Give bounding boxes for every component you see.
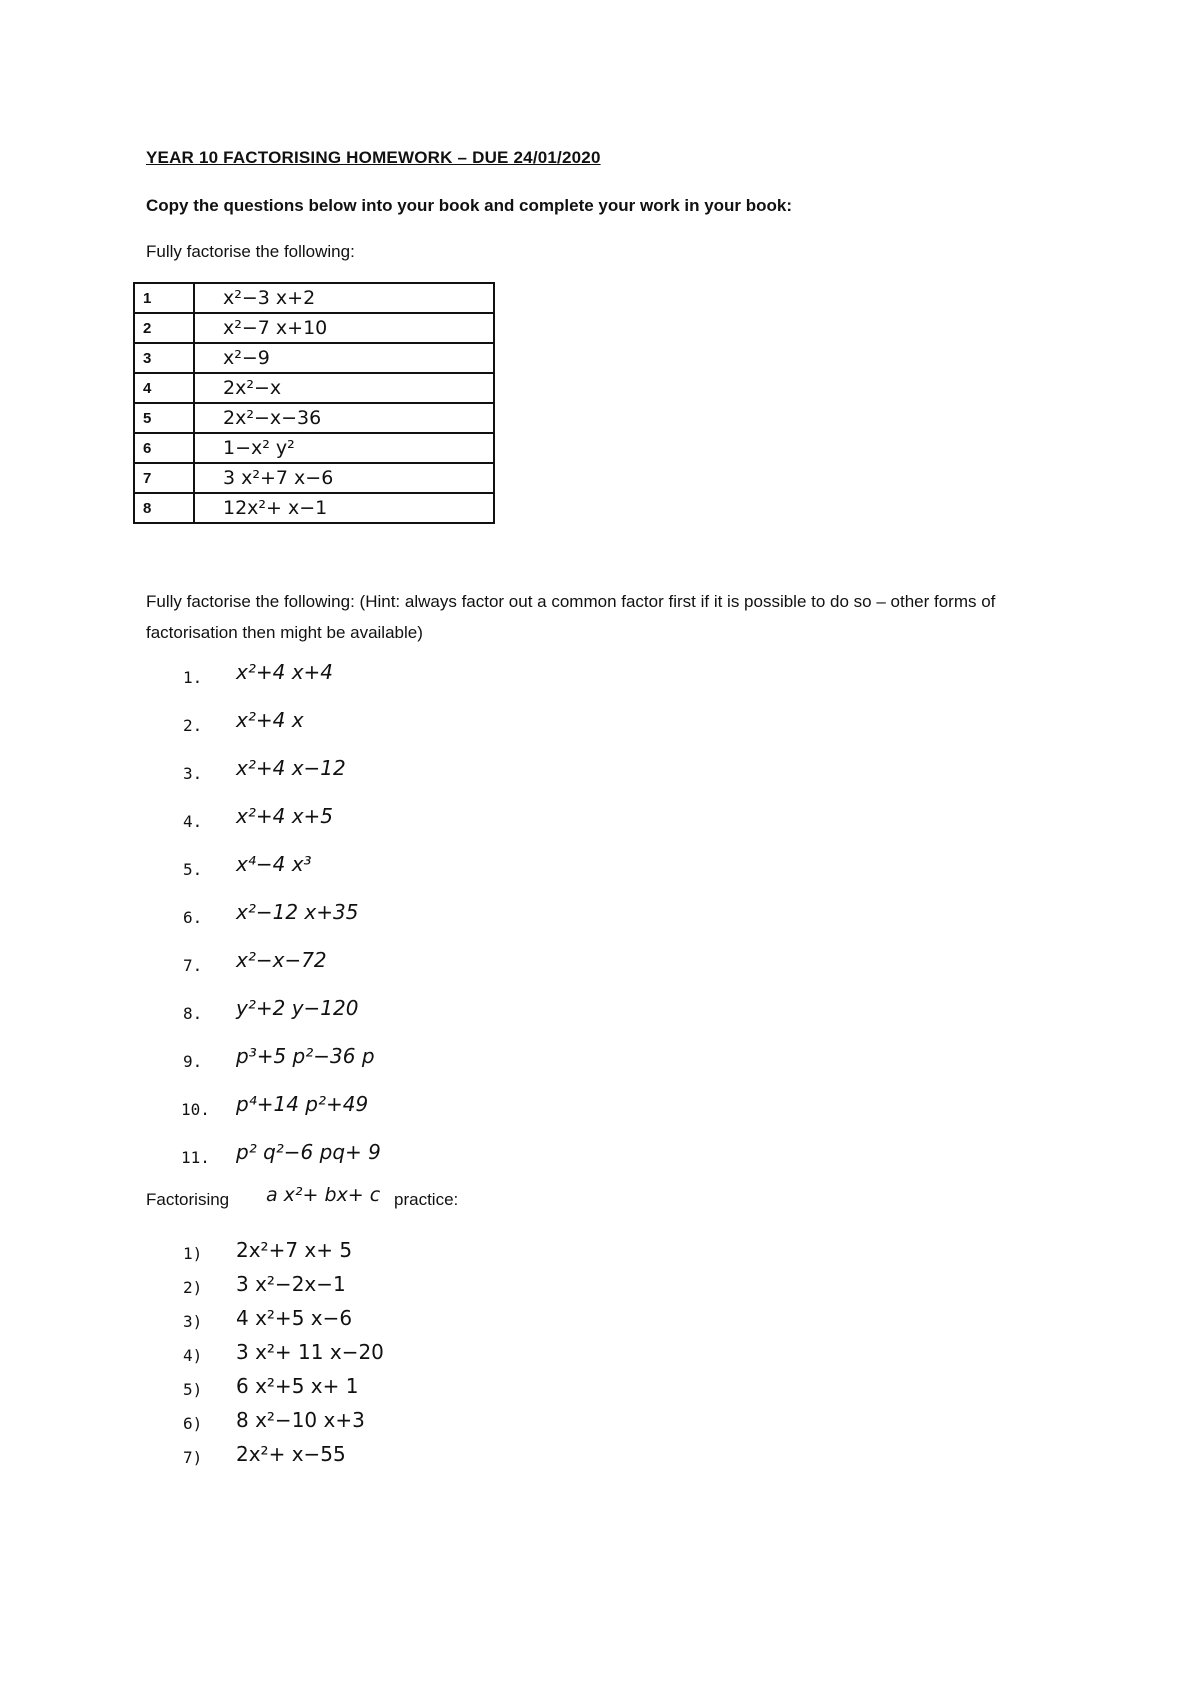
row-number: 7 [134, 463, 194, 493]
item-number: 10. [181, 1100, 210, 1119]
item-expression: p⁴+14 p²+49 [236, 1092, 369, 1116]
item-expression: 6 x²+5 x+ 1 [236, 1374, 359, 1398]
row-number: 2 [134, 313, 194, 343]
item-expression: 2x²+7 x+ 5 [236, 1238, 353, 1262]
row-expression: x²−9 [194, 343, 494, 373]
section1-title: Fully factorise the following: [146, 242, 355, 261]
row-expression: 12x²+ x−1 [194, 493, 494, 523]
table-row [134, 433, 494, 463]
item-expression: x⁴−4 x³ [236, 852, 312, 876]
item-expression: x²+4 x+5 [236, 804, 334, 828]
question-table [133, 282, 495, 524]
item-number: 7) [183, 1448, 203, 1467]
row-number: 1 [134, 283, 194, 313]
table-row [134, 403, 494, 433]
row-number: 4 [134, 373, 194, 403]
item-expression: x²+4 x [236, 708, 304, 732]
table-row [134, 283, 494, 313]
section3-title [146, 1184, 459, 1210]
item-expression: x²+4 x−12 [236, 756, 346, 780]
table-row [134, 313, 494, 343]
item-expression: y²+2 y−120 [236, 996, 359, 1020]
table-row [134, 343, 494, 373]
section3-suffix: practice: [394, 1190, 459, 1209]
section3-expression: a x²+ bx+ c [266, 1184, 381, 1206]
row-expression: x²−7 x+10 [194, 313, 494, 343]
item-number: 3. [183, 764, 203, 783]
item-expression: x²−12 x+35 [236, 900, 359, 924]
row-number: 6 [134, 433, 194, 463]
item-expression: p³+5 p²−36 p [236, 1044, 375, 1068]
item-number: 5) [183, 1380, 203, 1399]
item-expression: 4 x²+5 x−6 [236, 1306, 353, 1330]
row-expression: 2x²−x−36 [194, 403, 494, 433]
row-expression: x²−3 x+2 [194, 283, 494, 313]
section2-title: Fully factorise the following: (Hint: always factor out a common factor first if it is possible to do so – other forms of factorisation then might be available) [146, 592, 996, 642]
row-number: 3 [134, 343, 194, 373]
item-number: 4) [183, 1346, 203, 1365]
item-number: 1) [183, 1244, 203, 1263]
row-expression: 2x²−x [194, 373, 494, 403]
item-number: 8. [183, 1004, 203, 1023]
item-number: 1. [183, 668, 203, 687]
item-expression: 8 x²−10 x+3 [236, 1408, 365, 1432]
item-expression: x²+4 x+4 [236, 660, 334, 684]
item-expression: x²−x−72 [236, 948, 327, 972]
item-number: 6. [183, 908, 203, 927]
item-number: 2. [183, 716, 203, 735]
table-row [134, 463, 494, 493]
instruction-text: Copy the questions below into your book and complete your work in your book: [146, 196, 793, 215]
item-number: 5. [183, 860, 203, 879]
section3-prefix: Factorising [146, 1190, 230, 1209]
row-number: 5 [134, 403, 194, 433]
item-number: 3) [183, 1312, 203, 1331]
row-number: 8 [134, 493, 194, 523]
item-expression: 2x²+ x−55 [236, 1442, 346, 1466]
item-expression: p² q²−6 pq+ 9 [236, 1140, 381, 1164]
item-number: 6) [183, 1414, 203, 1433]
table-row [134, 493, 494, 523]
item-number: 11. [181, 1148, 210, 1167]
item-number: 7. [183, 956, 203, 975]
row-expression: 1−x² y² [194, 433, 494, 463]
item-expression: 3 x²−2x−1 [236, 1272, 346, 1296]
item-number: 4. [183, 812, 203, 831]
item-expression: 3 x²+ 11 x−20 [236, 1340, 384, 1364]
row-expression: 3 x²+7 x−6 [194, 463, 494, 493]
table-row [134, 373, 494, 403]
item-number: 2) [183, 1278, 203, 1297]
item-number: 9. [183, 1052, 203, 1071]
page-title: YEAR 10 FACTORISING HOMEWORK – DUE 24/01/2020 [146, 148, 601, 167]
